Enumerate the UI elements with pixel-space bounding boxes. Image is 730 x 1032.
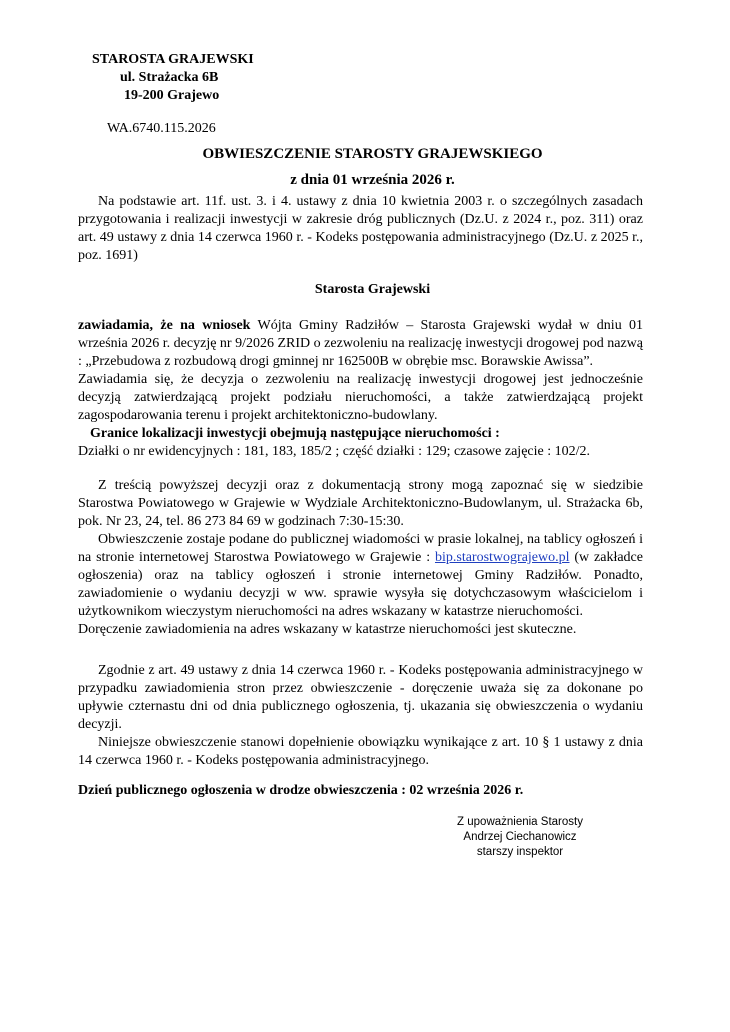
document-title: OBWIESZCZENIE STAROSTY GRAJEWSKIEGO: [202, 146, 543, 162]
notice-lead-rest: Wójta Gminy Radziłów – Starosta Grajewski wydał w dniu 01 września 2026 r. decyzję nr 9/2026 ZRID o zezwoleniu na realizację inwestycji drogowej pod nazwą : „Przebudowa z rozbudową drogi gminnej nr 162500B w obrębie msc. Borawskie Awissa”.: [78, 318, 644, 369]
issuer-heading: Starosta Grajewski: [314, 282, 431, 297]
legal-basis-paragraph: [78, 193, 643, 265]
public-notice-date: Dzień publicznego ogłoszenia w drodze obwieszczenia : 02 września 2026 r.: [78, 783, 524, 798]
access-section: [78, 477, 643, 639]
publication-before-link: Obwieszczenie zostaje podane do publicznej wiadomości w prasie lokalnej, na tablicy ogłoszeń i na stronie internetowej Starostwa Powiatowego w Grajewie :: [78, 532, 643, 565]
reference-number: WA.6740.115.2026: [107, 121, 216, 136]
art10-paragraph: Niniejsze obwieszczenie stanowi dopełnienie obowiązku wynikające z art. 10 § 1 ustawy z dnia 14 czerwca 1960 r. - Kodeks postępowania administracyjnego.: [78, 735, 643, 768]
parcels-list: Działki o nr ewidencyjnych : 181, 183, 185/2 ; część działki : 129; czasowe zajęcie : 102/2.: [78, 444, 591, 459]
art49-paragraph: Zgodnie z art. 49 ustawy z dnia 14 czerwca 1960 r. - Kodeks postępowania administracyjnego w przypadku zawiadomienia stron przez obwieszczenie - doręczenie uważa się za dokonane po upływie czternastu dni od dnia publicznego ogłoszenia, tj. ukazania się obwieszczenia o wydaniu decyzji.: [78, 663, 643, 732]
legal-basis-text: Na podstawie art. 11f. ust. 3. i 4. ustawy z dnia 10 kwietnia 2003 r. o szczególnych zasadach przygotowania i realizacji inwestycji w zakresie dróg publicznych (Dz.U. z 2024 r., poz. 311) oraz art. 49 ustawy z dnia 14 czerwca 1960 r. - Kodeks postępowania administracyjnego (Dz.U. z 2025 r., poz. 1691): [78, 194, 643, 263]
notice-lead-bold: zawiadamia, że na wniosek: [78, 318, 251, 333]
closing-section: [78, 662, 643, 770]
signature-name: Andrzej Ciechanowicz: [463, 831, 577, 843]
signature-position: starszy inspektor: [476, 846, 564, 858]
letterhead: [92, 51, 254, 105]
notice-second: Zawiadamia się, że decyzja o zezwoleniu na realizację inwestycji drogowej jest jednocześnie decyzją zatwierdzającą projekt podziału nieruchomości, a także zatwierdzającą projekt zagospodarowania terenu i projekt architektoniczno-budowlany.: [78, 372, 643, 423]
publication-after-link: (w zakładce ogłoszenia) oraz na tablicy ogłoszeń i stronie internetowej Gminy Radziłów. Ponadto, zawiadomienie o wydaniu decyzji w ww. sprawie wysyła się dotychczasowym właścicielom i użytkownikom wieczystym nieruchomości na adres wskazany w katastrze nieruchomości.: [78, 550, 643, 619]
authority-name: STAROSTA GRAJEWSKI: [92, 52, 254, 67]
publication-paragraph: [78, 531, 643, 621]
document-date: z dnia 01 września 2026 r.: [290, 172, 455, 188]
notice-section: [78, 317, 643, 461]
authority-city: 19-200 Grajewo: [124, 88, 220, 103]
delivery-paragraph: Doręczenie zawiadomienia na adres wskazany w katastrze nieruchomości jest skuteczne.: [78, 622, 577, 637]
bip-link[interactable]: bip.starostwograjewo.pl: [434, 550, 570, 565]
boundaries-heading: Granice lokalizacji inwestycji obejmują następujące nieruchomości :: [90, 426, 500, 441]
access-paragraph: Z treścią powyższej decyzji oraz z dokumentacją strony mogą zapoznać się w siedzibie Starostwa Powiatowego w Grajewie w Wydziale Architektoniczno-Budowlanym, ul. Strażacka 6b, pok. Nr 23, 24, tel. 86 273 84 69 w godzinach 7:30-15:30.: [78, 478, 643, 529]
signature-authorization: Z upoważnienia Starosty: [457, 816, 583, 828]
notice-lead: [78, 317, 643, 371]
signature-block: [430, 815, 610, 860]
authority-street: ul. Strażacka 6B: [120, 70, 219, 85]
